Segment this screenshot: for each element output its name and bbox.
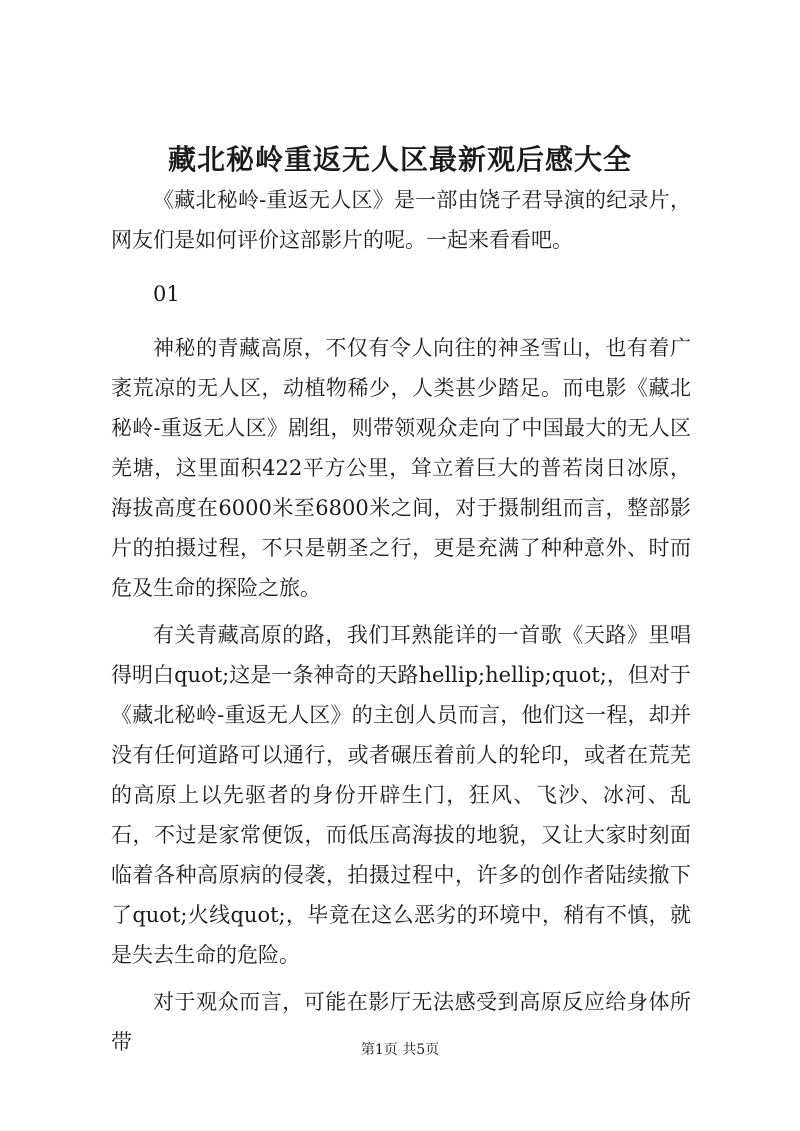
paragraph-plateau: 神秘的青藏高原，不仅有令人向往的神圣雪山，也有着广袤荒凉的无人区，动植物稀少，人类甚少踏足。而电影《藏北秘岭-重返无人区》剧组，则带领观众走向了中国最大的无人区羌塘，这里面积422平方公里，耸立着巨大的普若岗日冰原，海拔高度在6000米至6800米之间，对于摄制组而言，整部影片的拍摄过程，不只是朝圣之行，更是充满了种种意外、时而危及生命的探险之旅。 xyxy=(111,336,691,600)
page-footer: 第1页 共5页 xyxy=(360,1042,440,1058)
document-body xyxy=(111,180,691,1062)
document-title: 藏北秘岭重返无人区最新观后感大全 xyxy=(167,143,632,176)
paragraph-road: 有关青藏高原的路，我们耳熟能详的一首歌《天路》里唱得明白quot;这是一条神奇的天路hellip;hellip;quot;，但对于《藏北秘岭-重返无人区》的主创人员而言，他们这一程，却并没有任何道路可以通行，或者碾压着前人的轮印，或者在荒芜的高原上以先驱者的身份开辟生门，狂风、飞沙、冰河、乱石，不过是家常便饭，而低压高海拔的地貌，又让大家时刻面临着各种高原病的侵袭，拍摄过程中，许多的创作者陆续撤下了quot;火线quot;，毕竟在这么恶劣的环境中，稍有不慎，就是失去生命的危险。 xyxy=(111,623,691,967)
paragraph-intro: 《藏北秘岭-重返无人区》是一部由饶子君导演的纪录片，网友们是如何评价这部影片的呢。一起来看看吧。 xyxy=(111,188,691,252)
section-number: 01 xyxy=(153,282,180,306)
paragraph-audience: 对于观众而言，可能在影厅无法感受到高原反应给身体所带 xyxy=(111,990,691,1054)
